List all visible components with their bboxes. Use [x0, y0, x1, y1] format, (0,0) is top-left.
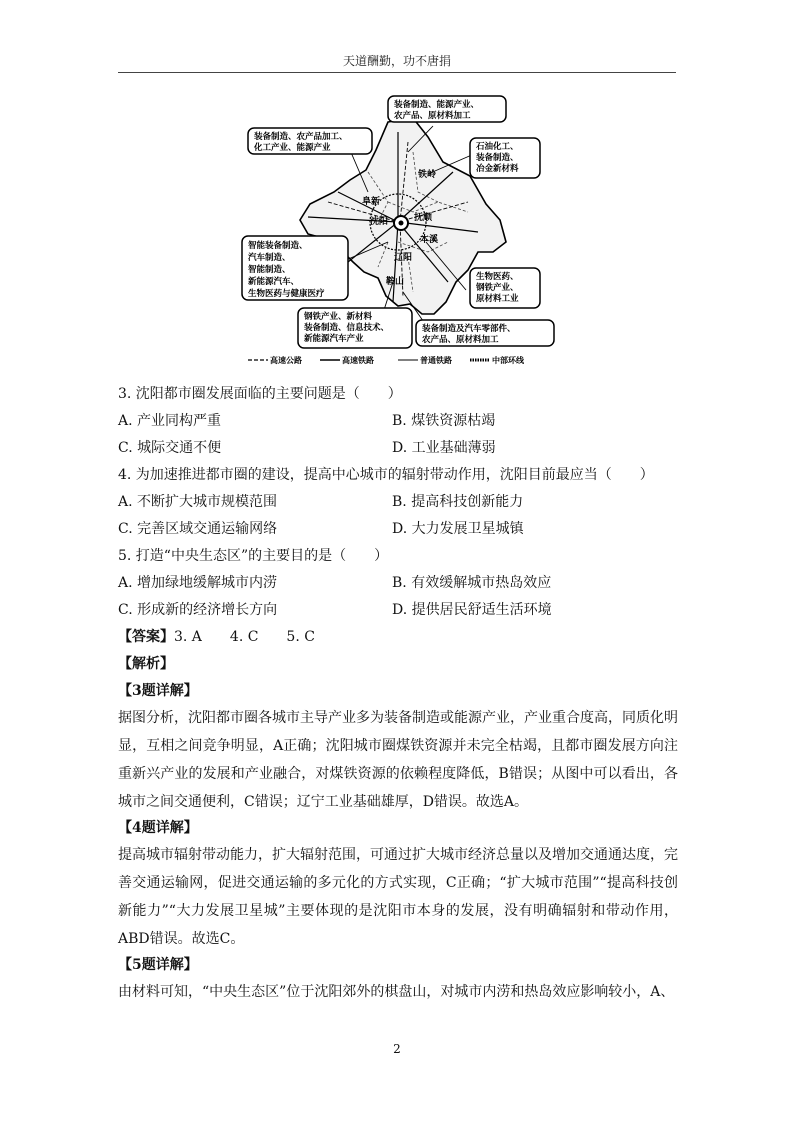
- question-4-option-a: A. 不断扩大城市规模范围: [118, 494, 278, 510]
- legend-high-speed-rail: 高速铁路: [342, 356, 374, 365]
- city-label: 抚顺: [414, 213, 433, 223]
- svg-text:智能装备制造、: 智能装备制造、: [248, 241, 308, 251]
- svg-text:农产品、原材料加工: 农产品、原材料加工: [394, 111, 471, 121]
- svg-text:新能源汽车产业: 新能源汽车产业: [304, 334, 364, 344]
- question-3-option-c: C. 城际交通不便: [118, 440, 222, 456]
- header-rule: [118, 72, 676, 73]
- question-4-stem: 4. 为加速推进都市圈的建设，提高中心城市的辐射带动作用，沈阳目前最应当（ ）: [118, 467, 654, 483]
- svg-text:生物医药与健康医疗: 生物医药与健康医疗: [248, 289, 325, 299]
- svg-text:汽车制造、: 汽车制造、: [248, 253, 291, 263]
- detail-5-text: 由材料可知，“中央生态区”位于沈阳郊外的棋盘山，对城市内涝和热岛效应影响较小，A、: [118, 984, 675, 1000]
- city-label: 沈阳: [370, 217, 389, 227]
- city-label: 辽阳: [394, 253, 413, 263]
- question-3-option-b: B. 煤铁资源枯竭: [392, 413, 496, 429]
- svg-text:农产品、原材料加工: 农产品、原材料加工: [422, 335, 499, 345]
- city-label: 鞍山: [386, 277, 405, 287]
- legend-rail: 普通铁路: [420, 356, 452, 365]
- detail-4-text: 提高城市辐射带动能力，扩大辐射范围，可通过扩大城市经济总量以及增加交通通达度，完善交通运输网，促进交通运输的多元化的方式实现，C正确；“扩大城市范围”“提高科技创新能力”“大力发展卫星城”主要体现的是沈阳市本身的发展，没有明确辐射和带动作用，ABD错误。故选C。: [118, 847, 678, 947]
- question-3-option-d: D. 工业基础薄弱: [392, 440, 496, 456]
- question-3-option-a: A. 产业同构严重: [118, 413, 222, 429]
- industry-box-liaoyang: [416, 320, 554, 346]
- svg-text:冶金新材料: 冶金新材料: [476, 164, 519, 174]
- metro-area-map: [238, 92, 558, 372]
- question-4-option-c: C. 完善区域交通运输网络: [118, 521, 278, 537]
- industry-box-anshan: [298, 308, 412, 348]
- legend-highway: 高速公路: [270, 356, 302, 365]
- question-4-option-d: D. 大力发展卫星城镇: [392, 521, 524, 537]
- svg-text:钢铁产业、新材料: 钢铁产业、新材料: [304, 312, 373, 322]
- answer-text: 3. A 4. C 5. C: [174, 629, 315, 645]
- svg-text:原材料工业: 原材料工业: [476, 294, 519, 304]
- detail-4-label: 【4题详解】: [118, 820, 198, 836]
- svg-text:生物医药、: 生物医药、: [476, 272, 519, 282]
- page-number: 2: [393, 1042, 401, 1056]
- svg-text:装备制造、能源产业、: 装备制造、能源产业、: [394, 100, 480, 110]
- answer-label: 【答案】: [118, 629, 174, 645]
- svg-text:化工产业、能源产业: 化工产业、能源产业: [254, 143, 331, 153]
- question-3-stem: 3. 沈阳都市圈发展面临的主要问题是（ ）: [118, 386, 402, 402]
- city-label: 阜新: [362, 197, 381, 207]
- header-motto: 天道酬勤，功不唐捐: [342, 54, 451, 68]
- industry-box-fuxin: [248, 128, 372, 154]
- question-5-stem: 5. 打造“中央生态区”的主要目的是（ ）: [118, 548, 389, 564]
- city-label: 铁岭: [418, 170, 437, 180]
- analysis-label: 【解析】: [118, 656, 174, 672]
- map-legend: [248, 355, 525, 365]
- legend-ring: 中部环线: [492, 356, 524, 365]
- svg-text:石油化工、: 石油化工、: [476, 142, 519, 152]
- industry-box-benxi: [470, 268, 540, 308]
- answer-line: [118, 628, 315, 646]
- svg-text:装备制造及汽车零部件、: 装备制造及汽车零部件、: [422, 324, 516, 334]
- detail-5-label: 【5题详解】: [118, 957, 198, 973]
- industry-box-north: [388, 96, 506, 122]
- detail-3-text: 据图分析，沈阳都市圈各城市主导产业多为装备制造或能源产业，产业重合度高，同质化明显，互相之间竞争明显，A正确；沈阳城市圈煤铁资源并未完全枯竭，且都市圈发展方向注重新兴产业的发展和产业融合，对煤铁资源的依赖程度降低，B错误；从图中可以看出，各城市之间交通便利，C错误；辽宁工业基础雄厚，D错误。故选A。: [118, 710, 678, 810]
- industry-box-shenyang: [242, 236, 348, 300]
- question-5-option-c: C. 形成新的经济增长方向: [118, 602, 278, 618]
- question-5-option-a: A. 增加绿地缓解城市内涝: [118, 575, 278, 591]
- svg-text:新能源汽车、: 新能源汽车、: [248, 277, 300, 287]
- question-4-option-b: B. 提高科技创新能力: [392, 494, 524, 510]
- svg-text:钢铁产业、: 钢铁产业、: [476, 283, 519, 293]
- industry-box-tieling: [470, 138, 540, 178]
- svg-text:装备制造、农产品加工、: 装备制造、农产品加工、: [254, 132, 348, 142]
- svg-text:装备制造、: 装备制造、: [476, 153, 519, 163]
- city-label: 本溪: [420, 235, 439, 245]
- svg-text:装备制造、信息技术、: 装备制造、信息技术、: [304, 323, 390, 333]
- detail-3-label: 【3题详解】: [118, 683, 198, 699]
- question-5-option-d: D. 提供居民舒适生活环境: [392, 602, 552, 618]
- svg-text:智能制造、: 智能制造、: [248, 265, 291, 275]
- question-5-option-b: B. 有效缓解城市热岛效应: [392, 575, 552, 591]
